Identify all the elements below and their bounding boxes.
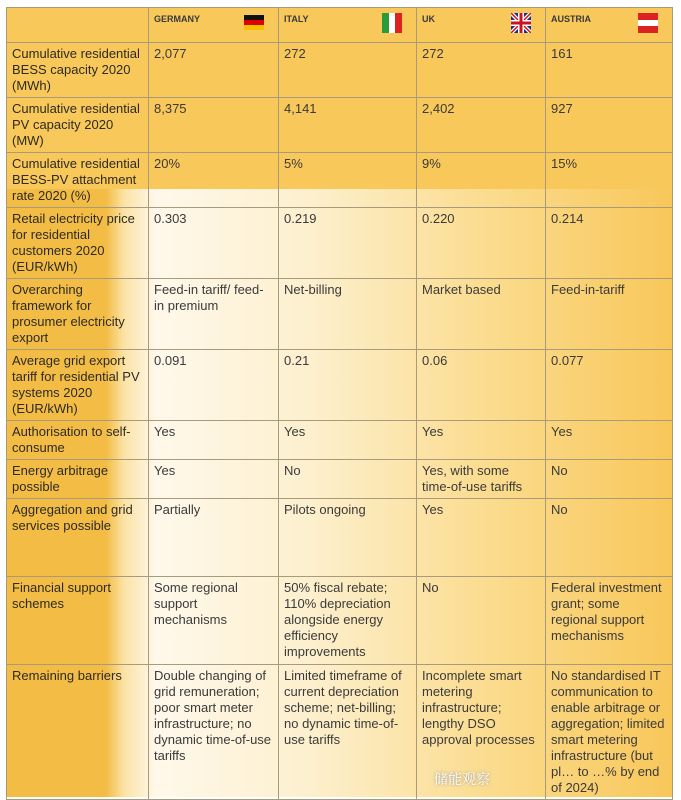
table-cell: Yes	[149, 421, 279, 460]
table-cell: Feed-in tariff/ feed-in premium	[149, 279, 279, 350]
table-cell: Limited timeframe of current depreciation scheme; net-billing; no dynamic time-of-use tariffs	[279, 665, 417, 800]
table-row	[7, 208, 673, 279]
table-cell: 272	[279, 43, 417, 98]
germany-flag-icon	[244, 13, 264, 33]
table-cell: 0.219	[279, 208, 417, 279]
row-label: Financial support schemes	[7, 577, 149, 665]
table-cell: Yes	[417, 421, 546, 460]
table-cell: Some regional support mechanisms	[149, 577, 279, 665]
table-cell: Feed-in-tariff	[546, 279, 673, 350]
table-cell: No	[546, 499, 673, 577]
row-label: Cumulative residential BESS capacity 2020 (MWh)	[7, 43, 149, 98]
table-cell: 0.303	[149, 208, 279, 279]
table-cell: 15%	[546, 153, 673, 208]
table-cell: 0.091	[149, 350, 279, 421]
table-cell: 8,375	[149, 98, 279, 153]
row-label: Authorisation to self-consume	[7, 421, 149, 460]
table-cell: Pilots ongoing	[279, 499, 417, 577]
table-cell: 927	[546, 98, 673, 153]
table-cell: Yes	[149, 460, 279, 499]
table-row	[7, 153, 673, 208]
table-cell: Incomplete smart metering infrastructure; lengthy DSO approval processes	[417, 665, 546, 800]
watermark: 储能观察	[434, 771, 490, 787]
column-label: GERMANY	[154, 14, 201, 24]
table-cell: Partially	[149, 499, 279, 577]
table-row	[7, 665, 673, 800]
column-label: AUSTRIA	[551, 14, 591, 24]
table-cell: Yes	[417, 499, 546, 577]
table-row	[7, 279, 673, 350]
comparison-table-panel	[6, 7, 672, 797]
table-cell: Federal investment grant; some regional support mechanisms	[546, 577, 673, 665]
table-row	[7, 577, 673, 665]
header-row	[7, 8, 673, 43]
table-cell: 272	[417, 43, 546, 98]
column-header-italy	[279, 8, 417, 43]
row-label: Retail electricity price for residential customers 2020 (EUR/kWh)	[7, 208, 149, 279]
table-cell: 0.077	[546, 350, 673, 421]
table-cell: 9%	[417, 153, 546, 208]
table-cell: 0.214	[546, 208, 673, 279]
table-cell: 5%	[279, 153, 417, 208]
table-cell: Yes	[546, 421, 673, 460]
table-cell: Market based	[417, 279, 546, 350]
row-label: Energy arbitrage possible	[7, 460, 149, 499]
table-cell: No standardised IT communication to enable arbitrage or aggregation; limited smart metering infrastructure (but pl… to …% by end of 2024)	[546, 665, 673, 800]
table-cell: Yes	[279, 421, 417, 460]
table-cell: No	[546, 460, 673, 499]
table-row	[7, 460, 673, 499]
austria-flag-icon	[638, 13, 658, 33]
row-label: Overarching framework for prosumer electricity export	[7, 279, 149, 350]
table-cell: 0.220	[417, 208, 546, 279]
table-row	[7, 43, 673, 98]
uk-flag-icon	[511, 13, 531, 33]
column-header-austria	[546, 8, 673, 43]
column-label: UK	[422, 14, 435, 24]
table-cell: 161	[546, 43, 673, 98]
table-cell: Yes, with some time-of-use tariffs	[417, 460, 546, 499]
comparison-table	[6, 7, 673, 800]
table-cell: 0.21	[279, 350, 417, 421]
column-label: ITALY	[284, 14, 309, 24]
italy-flag-icon	[382, 13, 402, 33]
table-cell: No	[279, 460, 417, 499]
row-label: Cumulative residential BESS-PV attachment rate 2020 (%)	[7, 153, 149, 208]
table-row	[7, 421, 673, 460]
row-label: Average grid export tariff for residential PV systems 2020 (EUR/kWh)	[7, 350, 149, 421]
column-header-uk	[417, 8, 546, 43]
row-label: Remaining barriers	[7, 665, 149, 800]
row-label: Aggregation and grid services possible	[7, 499, 149, 577]
table-cell: 2,077	[149, 43, 279, 98]
table-cell: 50% fiscal rebate; 110% depreciation alongside energy efficiency improvements	[279, 577, 417, 665]
table-cell: No	[417, 577, 546, 665]
table-cell: 4,141	[279, 98, 417, 153]
table-cell: Double changing of grid remuneration; poor smart meter infrastructure; no dynamic time-of-use tariffs	[149, 665, 279, 800]
table-cell: Net-billing	[279, 279, 417, 350]
table-cell: 20%	[149, 153, 279, 208]
table-row	[7, 98, 673, 153]
table-cell: 0.06	[417, 350, 546, 421]
table-row	[7, 499, 673, 577]
column-header-germany	[149, 8, 279, 43]
table-row	[7, 350, 673, 421]
corner-cell	[7, 8, 149, 43]
table-cell: 2,402	[417, 98, 546, 153]
row-label: Cumulative residential PV capacity 2020 (MW)	[7, 98, 149, 153]
